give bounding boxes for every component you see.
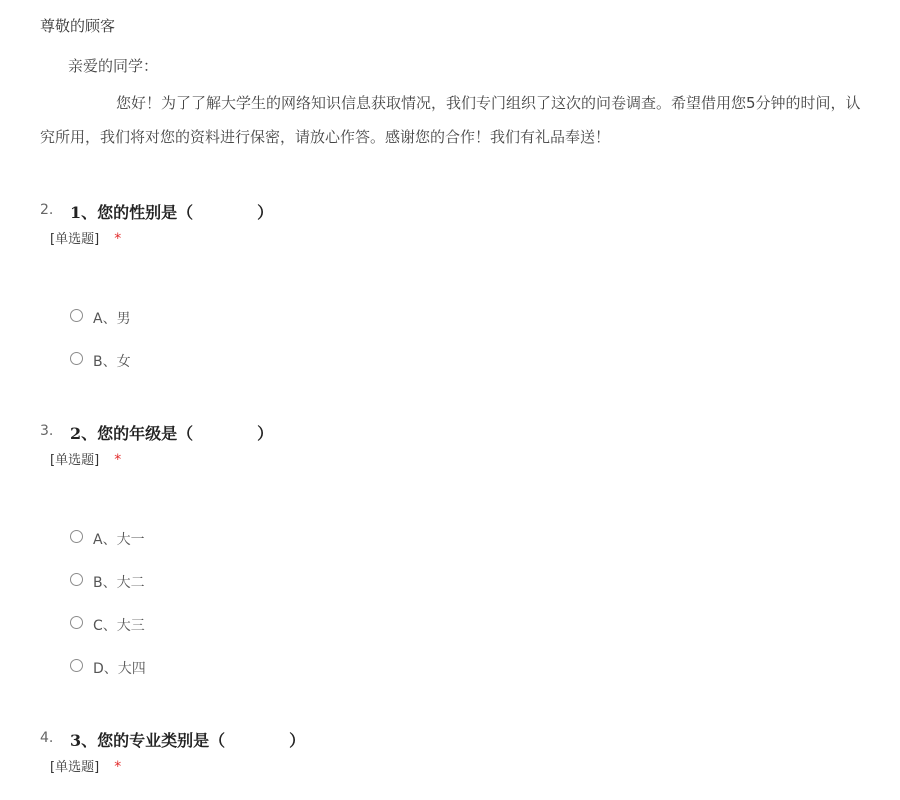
question-header bbox=[40, 421, 900, 443]
radio-button[interactable] bbox=[70, 309, 83, 322]
question-gender bbox=[40, 200, 900, 370]
intro-paragraph bbox=[40, 86, 900, 154]
question-major bbox=[40, 728, 900, 775]
radio-button[interactable] bbox=[70, 616, 83, 629]
question-number: 3. bbox=[40, 423, 54, 439]
option-label: B、女 bbox=[93, 354, 131, 370]
intro-line-2: 究所用，我们将对您的资料进行保密，请放心作答。感谢您的合作！我们有礼品奉送！ bbox=[40, 128, 611, 146]
question-number: 2. bbox=[40, 202, 54, 218]
question-title: 3、您的专业类别是（ ） bbox=[70, 731, 306, 750]
question-type-label: [单选题] bbox=[50, 453, 100, 468]
required-asterisk: * bbox=[114, 231, 122, 247]
question-meta bbox=[50, 756, 121, 775]
option-label: D、大四 bbox=[93, 661, 146, 677]
intro-line-1: 您好！为了了解大学生的网络知识信息获取情况，我们专门组织了这次的问卷调查。希望借用您5分钟的时间，认 bbox=[116, 94, 861, 112]
question-number: 4. bbox=[40, 730, 54, 746]
question-grade bbox=[40, 421, 900, 677]
required-asterisk: * bbox=[114, 452, 122, 468]
page-greeting: 尊敬的顾客 bbox=[40, 17, 116, 35]
question-meta bbox=[50, 228, 121, 247]
option-label: A、大一 bbox=[93, 532, 145, 548]
radio-button[interactable] bbox=[70, 352, 83, 365]
radio-button[interactable] bbox=[70, 530, 83, 543]
option-label: C、大三 bbox=[93, 618, 145, 634]
option-label: B、大二 bbox=[93, 575, 145, 591]
question-header bbox=[40, 728, 900, 750]
question-type-label: [单选题] bbox=[50, 232, 100, 247]
question-title: 2、您的年级是（ ） bbox=[70, 424, 274, 443]
question-type-label: [单选题] bbox=[50, 760, 100, 775]
required-asterisk: * bbox=[114, 759, 122, 775]
radio-button[interactable] bbox=[70, 573, 83, 586]
option-label: A、男 bbox=[93, 311, 131, 327]
radio-button[interactable] bbox=[70, 659, 83, 672]
question-meta bbox=[50, 449, 121, 468]
question-header bbox=[40, 200, 900, 222]
intro-salutation: 亲爱的同学： bbox=[68, 57, 159, 75]
question-title: 1、您的性别是（ ） bbox=[70, 203, 274, 222]
